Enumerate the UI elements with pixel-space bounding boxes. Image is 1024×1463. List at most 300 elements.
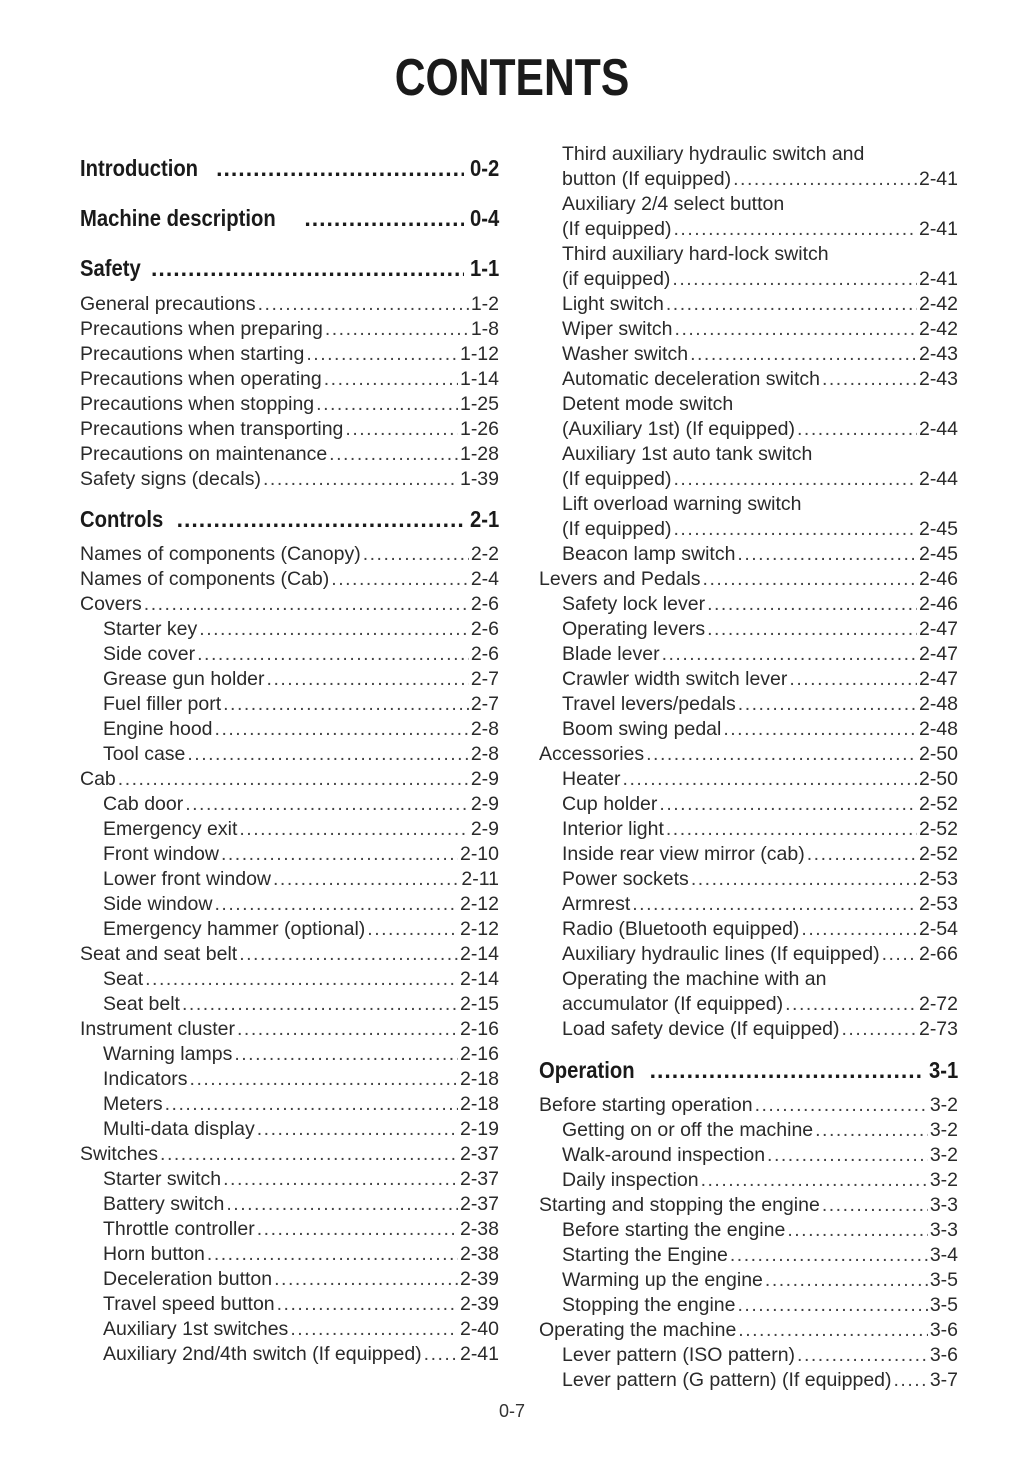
- toc-entry-page: 2-43: [918, 368, 958, 390]
- toc-dot-leader: [701, 1168, 928, 1193]
- toc-dot-leader: [674, 467, 917, 492]
- toc-entry-label: Auxiliary 2/4 select button: [562, 193, 785, 215]
- toc-dot-leader: [345, 417, 458, 442]
- toc-entry-label: Precautions when transporting: [80, 418, 344, 440]
- toc-entry-label: Precautions when starting: [80, 343, 305, 365]
- toc-subentry: [562, 142, 958, 167]
- toc-dot-leader: [277, 1292, 458, 1317]
- toc-subentry: [562, 967, 958, 992]
- toc-subentry: [562, 492, 958, 517]
- toc-entry-page: 2-44: [918, 468, 958, 490]
- page-number: 0-7: [498, 1401, 525, 1421]
- toc-subentry: [562, 542, 958, 567]
- toc-entry-page: 2-46: [918, 593, 958, 615]
- toc-subentry: [103, 1242, 499, 1267]
- page-title: CONTENTS: [394, 49, 630, 107]
- toc-entry-label: Starting and stopping the engine: [539, 1194, 820, 1216]
- toc-entry-label: (if equipped): [562, 268, 671, 290]
- toc-entry-page: 2-53: [918, 893, 958, 915]
- toc-dot-leader: [226, 1192, 458, 1217]
- toc-subentry: [562, 1168, 958, 1193]
- toc-subentry: [562, 817, 958, 842]
- toc-entry-page: 2-8: [470, 718, 499, 740]
- toc-entry-label: Seat belt: [103, 993, 180, 1015]
- toc-dot-leader: [182, 992, 458, 1017]
- toc-entry-label: Machine description: [80, 205, 276, 231]
- toc-entry-page: 3-3: [929, 1219, 958, 1241]
- toc-entry-page: 2-48: [918, 693, 958, 715]
- toc-subentry: [562, 392, 958, 417]
- toc-entry-page: 2-6: [470, 643, 499, 665]
- toc-dot-leader: [797, 417, 917, 442]
- toc-entry-page: 2-4: [470, 568, 499, 590]
- toc-dot-leader: [151, 253, 464, 283]
- toc-subentry: [103, 1192, 499, 1217]
- toc-entry-label: Lever pattern (G pattern) (If equipped): [562, 1369, 892, 1391]
- toc-entry-page: 2-7: [470, 693, 499, 715]
- toc-dot-leader: [659, 792, 917, 817]
- toc-entry-label: Auxiliary 1st auto tank switch: [562, 443, 813, 465]
- toc-dot-leader: [737, 1293, 927, 1318]
- toc-entry-label: Blade lever: [562, 643, 660, 665]
- toc-dot-leader: [144, 592, 469, 617]
- toc-entry: [539, 742, 958, 767]
- toc-entry-page: 1-2: [470, 293, 499, 315]
- toc-subentry: [103, 1067, 499, 1092]
- toc-entry-label: accumulator (If equipped): [562, 993, 784, 1015]
- toc-dot-leader: [623, 767, 917, 792]
- toc-entry: [80, 392, 499, 417]
- toc-dot-leader: [221, 842, 458, 867]
- toc-entry-page: 1-28: [459, 443, 499, 465]
- toc-dot-leader: [273, 867, 459, 892]
- toc-entry-label: Beacon lamp switch: [562, 543, 736, 565]
- toc-subentry: [103, 967, 499, 992]
- toc-dot-leader: [650, 1055, 923, 1085]
- toc-subentry: [562, 242, 958, 267]
- toc-entry-label: Tool case: [103, 743, 186, 765]
- toc-entry-page: 1-14: [459, 368, 499, 390]
- toc-entry-label: button (If equipped): [562, 168, 732, 190]
- toc-subentry: [562, 1118, 958, 1143]
- toc-entry-label: Cab: [80, 768, 116, 790]
- toc-entry-label: Radio (Bluetooth equipped): [562, 918, 800, 940]
- toc-dot-leader: [165, 1092, 458, 1117]
- toc-entry-page: 2-41: [918, 218, 958, 240]
- toc-subentry: [103, 892, 499, 917]
- toc-subentry: [562, 1243, 958, 1268]
- toc-dot-leader: [290, 1317, 458, 1342]
- toc-entry-page: 2-15: [459, 993, 499, 1015]
- toc-subentry: [103, 917, 499, 942]
- toc-dot-leader: [316, 392, 458, 417]
- toc-subentry: [562, 792, 958, 817]
- toc-entry-label: Before starting operation: [539, 1094, 753, 1116]
- toc-subentry: [103, 992, 499, 1017]
- toc-dot-leader: [234, 1042, 458, 1067]
- toc-entry-label: Lever pattern (ISO pattern): [562, 1344, 796, 1366]
- toc-entry: [80, 367, 499, 392]
- toc-dot-leader: [842, 1017, 917, 1042]
- toc-dot-leader: [239, 942, 458, 967]
- toc-entry-label: (If equipped): [562, 518, 672, 540]
- toc-entry-page: 2-12: [459, 893, 499, 915]
- toc-section-heading: [80, 504, 499, 534]
- toc-dot-leader: [306, 342, 458, 367]
- toc-entry-label: Auxiliary hydraulic lines (If equipped): [562, 943, 880, 965]
- toc-entry-page: 3-5: [929, 1269, 958, 1291]
- toc-dot-leader: [258, 292, 469, 317]
- toc-entry-page: 1-12: [459, 343, 499, 365]
- toc-entry: [539, 1318, 958, 1343]
- toc-dot-leader: [304, 203, 463, 233]
- toc-entry-page: 1-39: [459, 468, 499, 490]
- toc-subentry: [103, 792, 499, 817]
- toc-entry-page: 2-38: [459, 1218, 499, 1240]
- toc-entry-page: 2-41: [918, 168, 958, 190]
- toc-entry-page: 2-73: [918, 1018, 958, 1040]
- toc-entry-page: 2-40: [459, 1318, 499, 1340]
- toc-entry-label: Before starting the engine: [562, 1219, 786, 1241]
- toc-subentry: [103, 1042, 499, 1067]
- toc-dot-leader: [767, 1143, 928, 1168]
- toc-dot-leader: [207, 1242, 458, 1267]
- toc-entry-page: 2-38: [459, 1243, 499, 1265]
- toc-entry-label: Levers and Pedals: [539, 568, 701, 590]
- toc-entry: [80, 317, 499, 342]
- toc-entry-label: Side cover: [103, 643, 196, 665]
- toc-dot-leader: [703, 567, 917, 592]
- toc-entry: [80, 767, 499, 792]
- toc-dot-leader: [331, 567, 469, 592]
- toc-dot-leader: [733, 167, 917, 192]
- toc-subentry: [103, 642, 499, 667]
- toc-entry-label: Interior light: [562, 818, 664, 840]
- toc-entry-label: Warming up the engine: [562, 1269, 763, 1291]
- toc-dot-leader: [263, 467, 458, 492]
- toc-entry-page: 2-39: [459, 1293, 499, 1315]
- toc-entry-label: Precautions when preparing: [80, 318, 323, 340]
- toc-entry-page: 2-37: [459, 1143, 499, 1165]
- toc-entry-label: Accessories: [539, 743, 645, 765]
- toc-entry-label: Automatic deceleration switch: [562, 368, 820, 390]
- toc-dot-leader: [730, 1243, 928, 1268]
- toc-entry-page: 3-7: [929, 1369, 958, 1391]
- toc-entry-page: 2-39: [459, 1268, 499, 1290]
- toc-entry-label: Seat and seat belt: [80, 943, 238, 965]
- toc-dot-leader: [755, 1093, 928, 1118]
- toc-entry-page: 2-48: [918, 718, 958, 740]
- toc-entry-label: Precautions when stopping: [80, 393, 315, 415]
- toc-entry-page: 3-3: [929, 1194, 958, 1216]
- toc-dot-leader: [662, 642, 917, 667]
- toc-dot-leader: [118, 767, 469, 792]
- toc-dot-leader: [822, 367, 917, 392]
- toc-dot-leader: [632, 892, 917, 917]
- toc-dot-leader: [674, 517, 917, 542]
- toc-subentry: [562, 1368, 958, 1393]
- toc-entry-page: 2-43: [918, 343, 958, 365]
- toc-subentry: [562, 592, 958, 617]
- toc-entry-page: 2-52: [918, 818, 958, 840]
- toc-entry-page: 2-9: [470, 793, 499, 815]
- toc-subentry: [103, 1267, 499, 1292]
- toc-subentry: [562, 1218, 958, 1243]
- toc-entry: [80, 1142, 499, 1167]
- toc-dot-leader: [690, 342, 917, 367]
- toc-entry-label: Multi-data display: [103, 1118, 255, 1140]
- toc-entry-label: Starting the Engine: [562, 1244, 728, 1266]
- toc-subentry: [562, 292, 958, 317]
- toc-entry-page: 2-47: [918, 668, 958, 690]
- toc-subentry: [562, 442, 958, 467]
- toc-subentry: [562, 342, 958, 367]
- toc-section-heading: [80, 153, 499, 183]
- toc-entry: [80, 542, 499, 567]
- toc-subentry: [562, 1017, 958, 1042]
- toc-entry-label: Operating the machine: [539, 1319, 737, 1341]
- toc-dot-leader: [215, 717, 469, 742]
- toc-dot-leader: [822, 1193, 928, 1218]
- toc-dot-leader: [223, 1167, 458, 1192]
- toc-entry-label: Emergency exit: [103, 818, 238, 840]
- toc-dot-leader: [666, 817, 917, 842]
- toc-dot-leader: [185, 792, 469, 817]
- toc-entry-page: 2-10: [459, 843, 499, 865]
- toc-entry-label: Seat: [103, 968, 144, 990]
- toc-entry-label: Third auxiliary hydraulic switch and: [562, 143, 865, 165]
- toc-entry-page: 2-16: [459, 1043, 499, 1065]
- toc-entry: [539, 1193, 958, 1218]
- toc-entry-label: Meters: [103, 1093, 163, 1115]
- toc-dot-leader: [239, 817, 468, 842]
- toc-entry-label: Deceleration button: [103, 1268, 273, 1290]
- toc-entry-page: 3-5: [929, 1294, 958, 1316]
- toc-entry-label: Washer switch: [562, 343, 689, 365]
- toc-dot-leader: [797, 1343, 928, 1368]
- toc-entry-label: Travel speed button: [103, 1293, 275, 1315]
- toc-dot-leader: [737, 542, 917, 567]
- toc-entry-label: Boom swing pedal: [562, 718, 722, 740]
- toc-entry-page: 1-1: [469, 255, 499, 281]
- toc-entry-page: 2-41: [459, 1343, 499, 1365]
- toc-entry-label: Stopping the engine: [562, 1294, 736, 1316]
- toc-subentry: [562, 692, 958, 717]
- toc-entry-label: Armrest: [562, 893, 631, 915]
- toc-entry-page: 2-42: [918, 318, 958, 340]
- toc-subentry: [562, 992, 958, 1017]
- toc-entry-page: 2-11: [461, 868, 499, 890]
- toc-entry-page: 3-6: [929, 1319, 958, 1341]
- toc-entry-page: 2-50: [918, 768, 958, 790]
- toc-entry-label: Engine hood: [103, 718, 213, 740]
- toc-entry-label: Lift overload warning switch: [562, 493, 802, 515]
- toc-entry: [80, 467, 499, 492]
- toc-subentry: [562, 867, 958, 892]
- toc-subentry: [103, 867, 499, 892]
- toc-dot-leader: [646, 742, 917, 767]
- toc-subentry: [562, 767, 958, 792]
- toc-entry-label: Inside rear view mirror (cab): [562, 843, 805, 865]
- toc-dot-leader: [199, 617, 469, 642]
- toc-entry-page: 0-2: [469, 155, 499, 181]
- toc-entry-label: Travel levers/pedals: [562, 693, 736, 715]
- toc-dot-leader: [815, 1118, 928, 1143]
- toc-subentry: [562, 267, 958, 292]
- toc-entry-page: 2-9: [470, 818, 499, 840]
- toc-subentry: [562, 367, 958, 392]
- toc-dot-leader: [145, 967, 458, 992]
- toc-entry: [539, 1093, 958, 1118]
- toc-entry-label: Lower front window: [103, 868, 271, 890]
- toc-dot-leader: [894, 1368, 928, 1393]
- toc-section-heading: [80, 203, 499, 233]
- toc-entry-page: 2-12: [459, 918, 499, 940]
- toc-entry-label: Crawler width switch lever: [562, 668, 788, 690]
- toc-subentry: [562, 217, 958, 242]
- toc-entry: [539, 567, 958, 592]
- toc-entry-label: Third auxiliary hard-lock switch: [562, 243, 829, 265]
- toc-entry-page: 3-4: [929, 1244, 958, 1266]
- toc-entry-label: Operating the machine with an: [562, 968, 827, 990]
- toc-entry-label: Getting on or off the machine: [562, 1119, 814, 1141]
- toc-dot-leader: [325, 317, 469, 342]
- toc-dot-leader: [807, 842, 917, 867]
- toc-entry: [80, 592, 499, 617]
- toc-entry-label: Cab door: [103, 793, 184, 815]
- toc-dot-leader: [363, 542, 469, 567]
- toc-entry-page: 2-41: [918, 268, 958, 290]
- toc-entry-page: 2-6: [470, 618, 499, 640]
- toc-entry-label: Names of components (Canopy): [80, 543, 361, 565]
- toc-entry-label: Operation: [539, 1057, 635, 1083]
- toc-entry: [80, 942, 499, 967]
- toc-entry-label: Auxiliary 2nd/4th switch (If equipped): [103, 1343, 422, 1365]
- toc-entry-label: (If equipped): [562, 468, 672, 490]
- toc-entry-page: 2-1: [469, 506, 499, 532]
- toc-entry-label: Covers: [80, 593, 142, 615]
- toc-entry-page: 2-52: [918, 843, 958, 865]
- toc-entry-page: 3-6: [929, 1344, 958, 1366]
- toc-entry-page: 2-52: [918, 793, 958, 815]
- toc-dot-leader: [675, 317, 917, 342]
- toc-entry-page: 2-44: [918, 418, 958, 440]
- toc-entry-page: 3-2: [929, 1094, 958, 1116]
- toc-dot-leader: [160, 1142, 458, 1167]
- toc-subentry: [562, 1143, 958, 1168]
- toc-subentry: [103, 1292, 499, 1317]
- toc-dot-leader: [223, 692, 469, 717]
- toc-dot-leader: [672, 267, 917, 292]
- toc-dot-leader: [177, 504, 464, 534]
- toc-dot-leader: [214, 892, 457, 917]
- toc-entry: [80, 342, 499, 367]
- toc-dot-leader: [738, 692, 917, 717]
- toc-dot-leader: [237, 1017, 458, 1042]
- toc-section-heading: [539, 1055, 958, 1085]
- toc-entry-label: Precautions on maintenance: [80, 443, 328, 465]
- toc-entry-page: 3-1: [928, 1057, 958, 1083]
- toc-dot-leader: [197, 642, 469, 667]
- toc-dot-leader: [785, 992, 917, 1017]
- toc-subentry: [103, 617, 499, 642]
- toc-entry-label: Names of components (Cab): [80, 568, 330, 590]
- toc-entry-page: 2-18: [459, 1068, 499, 1090]
- toc-subentry: [562, 642, 958, 667]
- toc-entry-label: Detent mode switch: [562, 393, 734, 415]
- toc-entry-page: 2-14: [459, 968, 499, 990]
- toc-entry: [80, 567, 499, 592]
- toc-subentry: [562, 167, 958, 192]
- toc-subentry: [103, 1317, 499, 1342]
- toc-entry-label: Introduction: [80, 155, 199, 181]
- toc-entry-page: 2-50: [918, 743, 958, 765]
- toc-entry-label: Auxiliary 1st switches: [103, 1318, 289, 1340]
- toc-entry-label: Safety: [80, 255, 141, 281]
- toc-entry-page: 2-7: [470, 668, 499, 690]
- toc-entry-label: Grease gun holder: [103, 668, 265, 690]
- toc-dot-leader: [723, 717, 917, 742]
- toc-dot-leader: [424, 1342, 458, 1367]
- toc-entry-page: 2-53: [918, 868, 958, 890]
- toc-dot-leader: [267, 667, 469, 692]
- toc-dot-leader: [765, 1268, 928, 1293]
- toc-entry-label: Operating levers: [562, 618, 706, 640]
- toc-entry-label: Side window: [103, 893, 213, 915]
- toc-subentry: [562, 717, 958, 742]
- toc-entry-label: Safety signs (decals): [80, 468, 261, 490]
- toc-dot-leader: [738, 1318, 928, 1343]
- toc-entry-label: Wiper switch: [562, 318, 673, 340]
- toc-entry-page: 2-19: [459, 1118, 499, 1140]
- toc-entry-page: 2-37: [459, 1193, 499, 1215]
- toc-entry-page: 2-14: [459, 943, 499, 965]
- toc-entry-page: 2-42: [918, 293, 958, 315]
- toc-entry-page: 2-18: [459, 1093, 499, 1115]
- toc-dot-leader: [787, 1218, 927, 1243]
- toc-dot-leader: [216, 153, 464, 183]
- toc-entry-page: 2-47: [918, 643, 958, 665]
- toc-entry-page: 3-2: [929, 1144, 958, 1166]
- toc-subentry: [103, 1092, 499, 1117]
- toc-entry: [80, 1017, 499, 1042]
- toc-entry-label: Daily inspection: [562, 1169, 699, 1191]
- toc-subentry: [562, 1293, 958, 1318]
- toc-entry-page: 2-72: [918, 993, 958, 1015]
- toc-entry-page: 1-26: [459, 418, 499, 440]
- toc-dot-leader: [187, 742, 468, 767]
- toc-subentry: [103, 1342, 499, 1367]
- toc-entry-page: 2-66: [918, 943, 958, 965]
- toc-entry-page: 2-47: [918, 618, 958, 640]
- toc-subentry: [562, 317, 958, 342]
- toc-dot-leader: [674, 217, 917, 242]
- toc-entry-page: 1-8: [470, 318, 499, 340]
- toc-subentry: [103, 1217, 499, 1242]
- toc-dot-leader: [274, 1267, 458, 1292]
- toc-entry-label: Load safety device (If equipped): [562, 1018, 840, 1040]
- toc-entry-page: 2-45: [918, 518, 958, 540]
- toc-subentry: [103, 1117, 499, 1142]
- toc-entry-label: Throttle controller: [103, 1218, 255, 1240]
- toc-entry-label: Starter switch: [103, 1168, 222, 1190]
- toc-dot-leader: [801, 917, 917, 942]
- toc-entry-page: 2-16: [459, 1018, 499, 1040]
- toc-entry-label: Front window: [103, 843, 219, 865]
- toc-entry-page: 3-2: [929, 1169, 958, 1191]
- toc-dot-leader: [367, 917, 458, 942]
- toc-entry: [80, 442, 499, 467]
